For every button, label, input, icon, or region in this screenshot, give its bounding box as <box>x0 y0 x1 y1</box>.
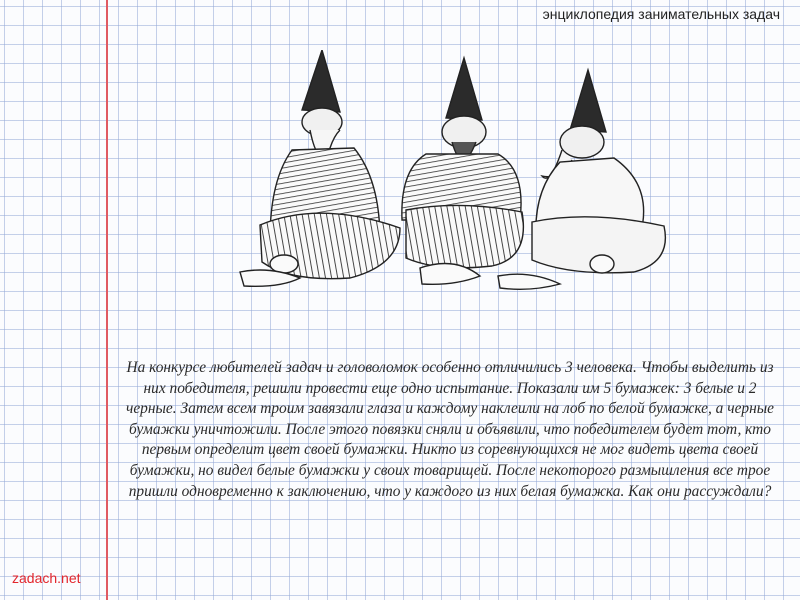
problem-text: На конкурсе любителей задач и головоломок особенно отличились 3 человека. Чтобы выделить из них победителя, решили провести еще одно испытание. Показали им 5 бумажек: 3 белые и 2 черные. Затем всем троим завязали глаза и каждому наклеили на лоб по белой бумажке, а черные бумажки уничтожили. После этого повязки сняли и объявили, что победителем будет тот, кто первым определит цвет своей бумажки. Никто из соревнующихся не мог видеть цвета своей бумажки, но видел белые бумажки у своих товарищей. После некоторого размышления все трое пришли одновременно к заключению, что у каждого из них белая бумажка. Как они рассуждали? <box>126 359 774 500</box>
site-link[interactable]: zadach.net <box>12 570 81 586</box>
left-sage <box>240 50 400 286</box>
three-sages-illustration <box>230 50 680 312</box>
page-header: энциклопедия занимательных задач <box>542 6 780 22</box>
margin-line <box>106 0 108 600</box>
right-sage <box>532 70 665 273</box>
